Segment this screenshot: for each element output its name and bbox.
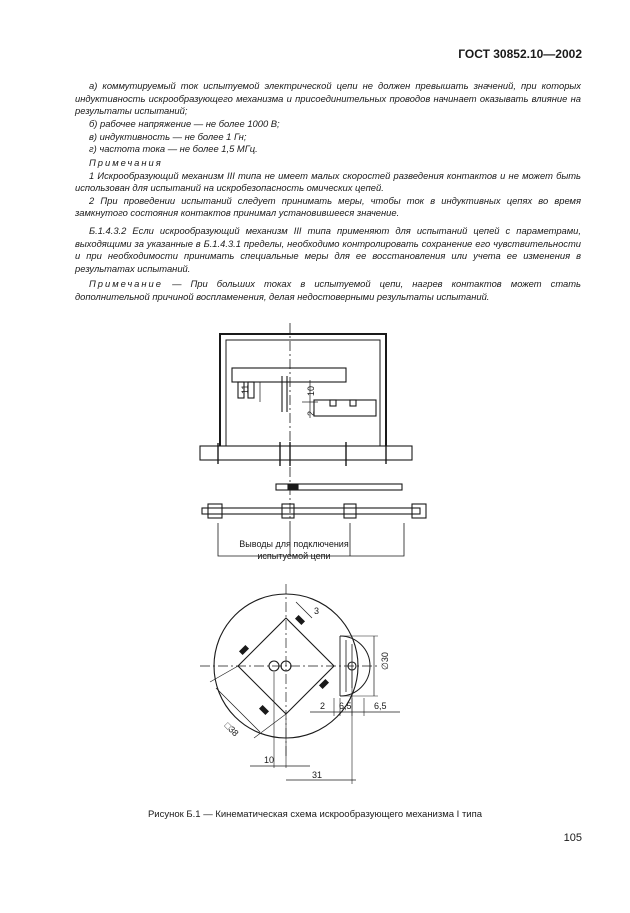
figure-caption: Рисунок Б.1 — Кинематическая схема искрообразующего механизма I типа — [147, 809, 483, 820]
note-1: 1 Искрообразующий механизм III типа не имеет малых скоростей разведения контактов и не может быть использован для испытаний на искробезопасность омических цепей. — [75, 169, 581, 194]
lower-terminal-rail — [202, 504, 426, 518]
paragraph-b1432-text: Б.1.4.3.2 Если искрообразующий механизм III типа применяют для испытаний цепей с параметрами, выходящими за указанные в Б.1.4.3.1 пределы, необходимо контролировать сохранение его чувствительности и при необходимости принимать специальные меры для ее восстановления или учета ее изменения в результатах испытаний. — [75, 225, 581, 274]
terminals-label-line-2: испытуемой цепи — [257, 551, 331, 561]
notes-block — [75, 157, 581, 220]
lower-carrier — [314, 400, 376, 416]
dimension-10-and-2 — [302, 380, 318, 418]
items-b-d — [75, 118, 581, 156]
item-c-text: в) индуктивность — не более 1 Гн; — [89, 130, 247, 142]
svg-text:2: 2 — [306, 410, 316, 416]
standard-header: ГОСТ 30852.10—2002 — [458, 47, 582, 61]
item-a-text: а) коммутируемый ток испытуемой электрической цепи не должен превышать значений, при которых индуктивность искрообразующего механизма и присоединительных проводов начинает оказывать влияние на результаты испытаний; — [75, 80, 581, 117]
kinematic-diagram — [190, 318, 440, 788]
dimension-6-5-b: 6,5 — [374, 701, 387, 711]
final-note-label: Примечание — [89, 278, 163, 289]
dimension-sq38: □38 — [222, 720, 241, 739]
dimension-2: 2 — [320, 701, 326, 711]
dimension-11 — [240, 382, 260, 402]
item-b-text: б) рабочее напряжение — не более 1000 В; — [89, 118, 280, 129]
dimension-3: 3 — [314, 606, 320, 616]
final-note-text: — При больших токах в испытуемой цепи, нагрев контактов может стать дополнительной причиной воспламенения, делая недостоверными результаты испытаний. — [75, 278, 581, 302]
dimension-31: 31 — [312, 770, 323, 780]
terminals-label-line-1: Выводы для подключения — [239, 539, 349, 549]
notes-title: Примечания — [89, 157, 163, 168]
page-number: 105 — [563, 832, 582, 844]
item-d-text: г) частота тока — не более 1,5 МГц. — [89, 143, 258, 155]
upper-rail — [200, 442, 412, 466]
paragraph-b1432 — [75, 225, 581, 275]
note-2: 2 При проведении испытаний следует принимать меры, чтобы ток в индуктивных цепях во время замкнутого состояния контактов принимал установившееся значение. — [75, 194, 581, 219]
svg-text:10: 10 — [306, 385, 316, 396]
dimension-6-5-a: 6,5 — [339, 701, 352, 711]
item-a — [75, 80, 581, 118]
plan-view — [200, 584, 380, 758]
dimension-d30: ∅30 — [380, 652, 390, 670]
svg-text:11: 11 — [240, 384, 250, 394]
slider-contact — [288, 485, 298, 489]
dimension-10-bottom: 10 — [264, 755, 275, 765]
final-note — [75, 278, 581, 303]
